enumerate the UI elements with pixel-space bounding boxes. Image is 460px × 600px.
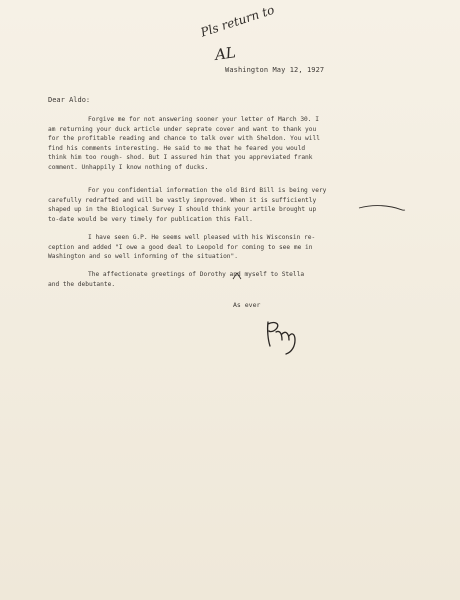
letter-closing: As ever	[233, 301, 261, 309]
paragraph-line: For you confidential information the old Bird Bill is being very	[88, 187, 327, 194]
letter-salutation: Dear Aldo:	[48, 96, 91, 104]
paragraph-line: find his comments interesting. He said to me that he feared you would	[48, 144, 306, 152]
paragraph-line: Washington and so well informing of the situation".	[48, 253, 238, 260]
handwritten-annotation	[195, 2, 295, 66]
paragraph-line: to-date would be very timely for publication this Fall.	[48, 215, 253, 223]
paragraph-line: The affectionate greetings of Dorothy and myself to Stella	[88, 271, 305, 278]
paragraph-line: ception and added "I owe a good deal to Leopold for coming to see me in	[48, 243, 313, 251]
paragraph-line: think him too rough- shod. But I assured him that you appreviated frank	[48, 154, 313, 161]
letter-dateline: Washington May 12, 1927	[225, 66, 325, 74]
annotation-line-1: Pls return to	[198, 2, 277, 40]
paragraph-line: carefully redrafted and will be vastly improved. When it is sufficiently	[48, 196, 317, 204]
letter-paragraph-1	[48, 115, 320, 172]
paragraph-line: shaped up in the Biological Survey I should think your artile brought up	[48, 206, 317, 213]
handwritten-signature-icon	[262, 316, 306, 356]
paragraph-line: for the profitable reading and chance to talk over with Sheldon. You will	[48, 135, 320, 142]
paragraph-line: and the debutante.	[48, 280, 116, 288]
letter-paragraph-3	[48, 233, 315, 262]
paragraph-line: I have seen G.P. He seems well pleased with his Wisconsin re-	[88, 234, 316, 241]
paragraph-line: comment. Unhappily I know nothing of ducks.	[48, 163, 209, 171]
paragraph-line: Forgive me for not answering sooner your letter of March 30. I	[88, 116, 319, 123]
letter-paragraph-2	[48, 186, 326, 224]
letter-paragraph-4	[48, 270, 304, 289]
annotation-line-2: AL	[213, 43, 237, 64]
paragraph-line: am returning your duck article under seprate cover and want to thank you	[48, 125, 317, 133]
handwritten-underline-mark	[358, 202, 406, 212]
